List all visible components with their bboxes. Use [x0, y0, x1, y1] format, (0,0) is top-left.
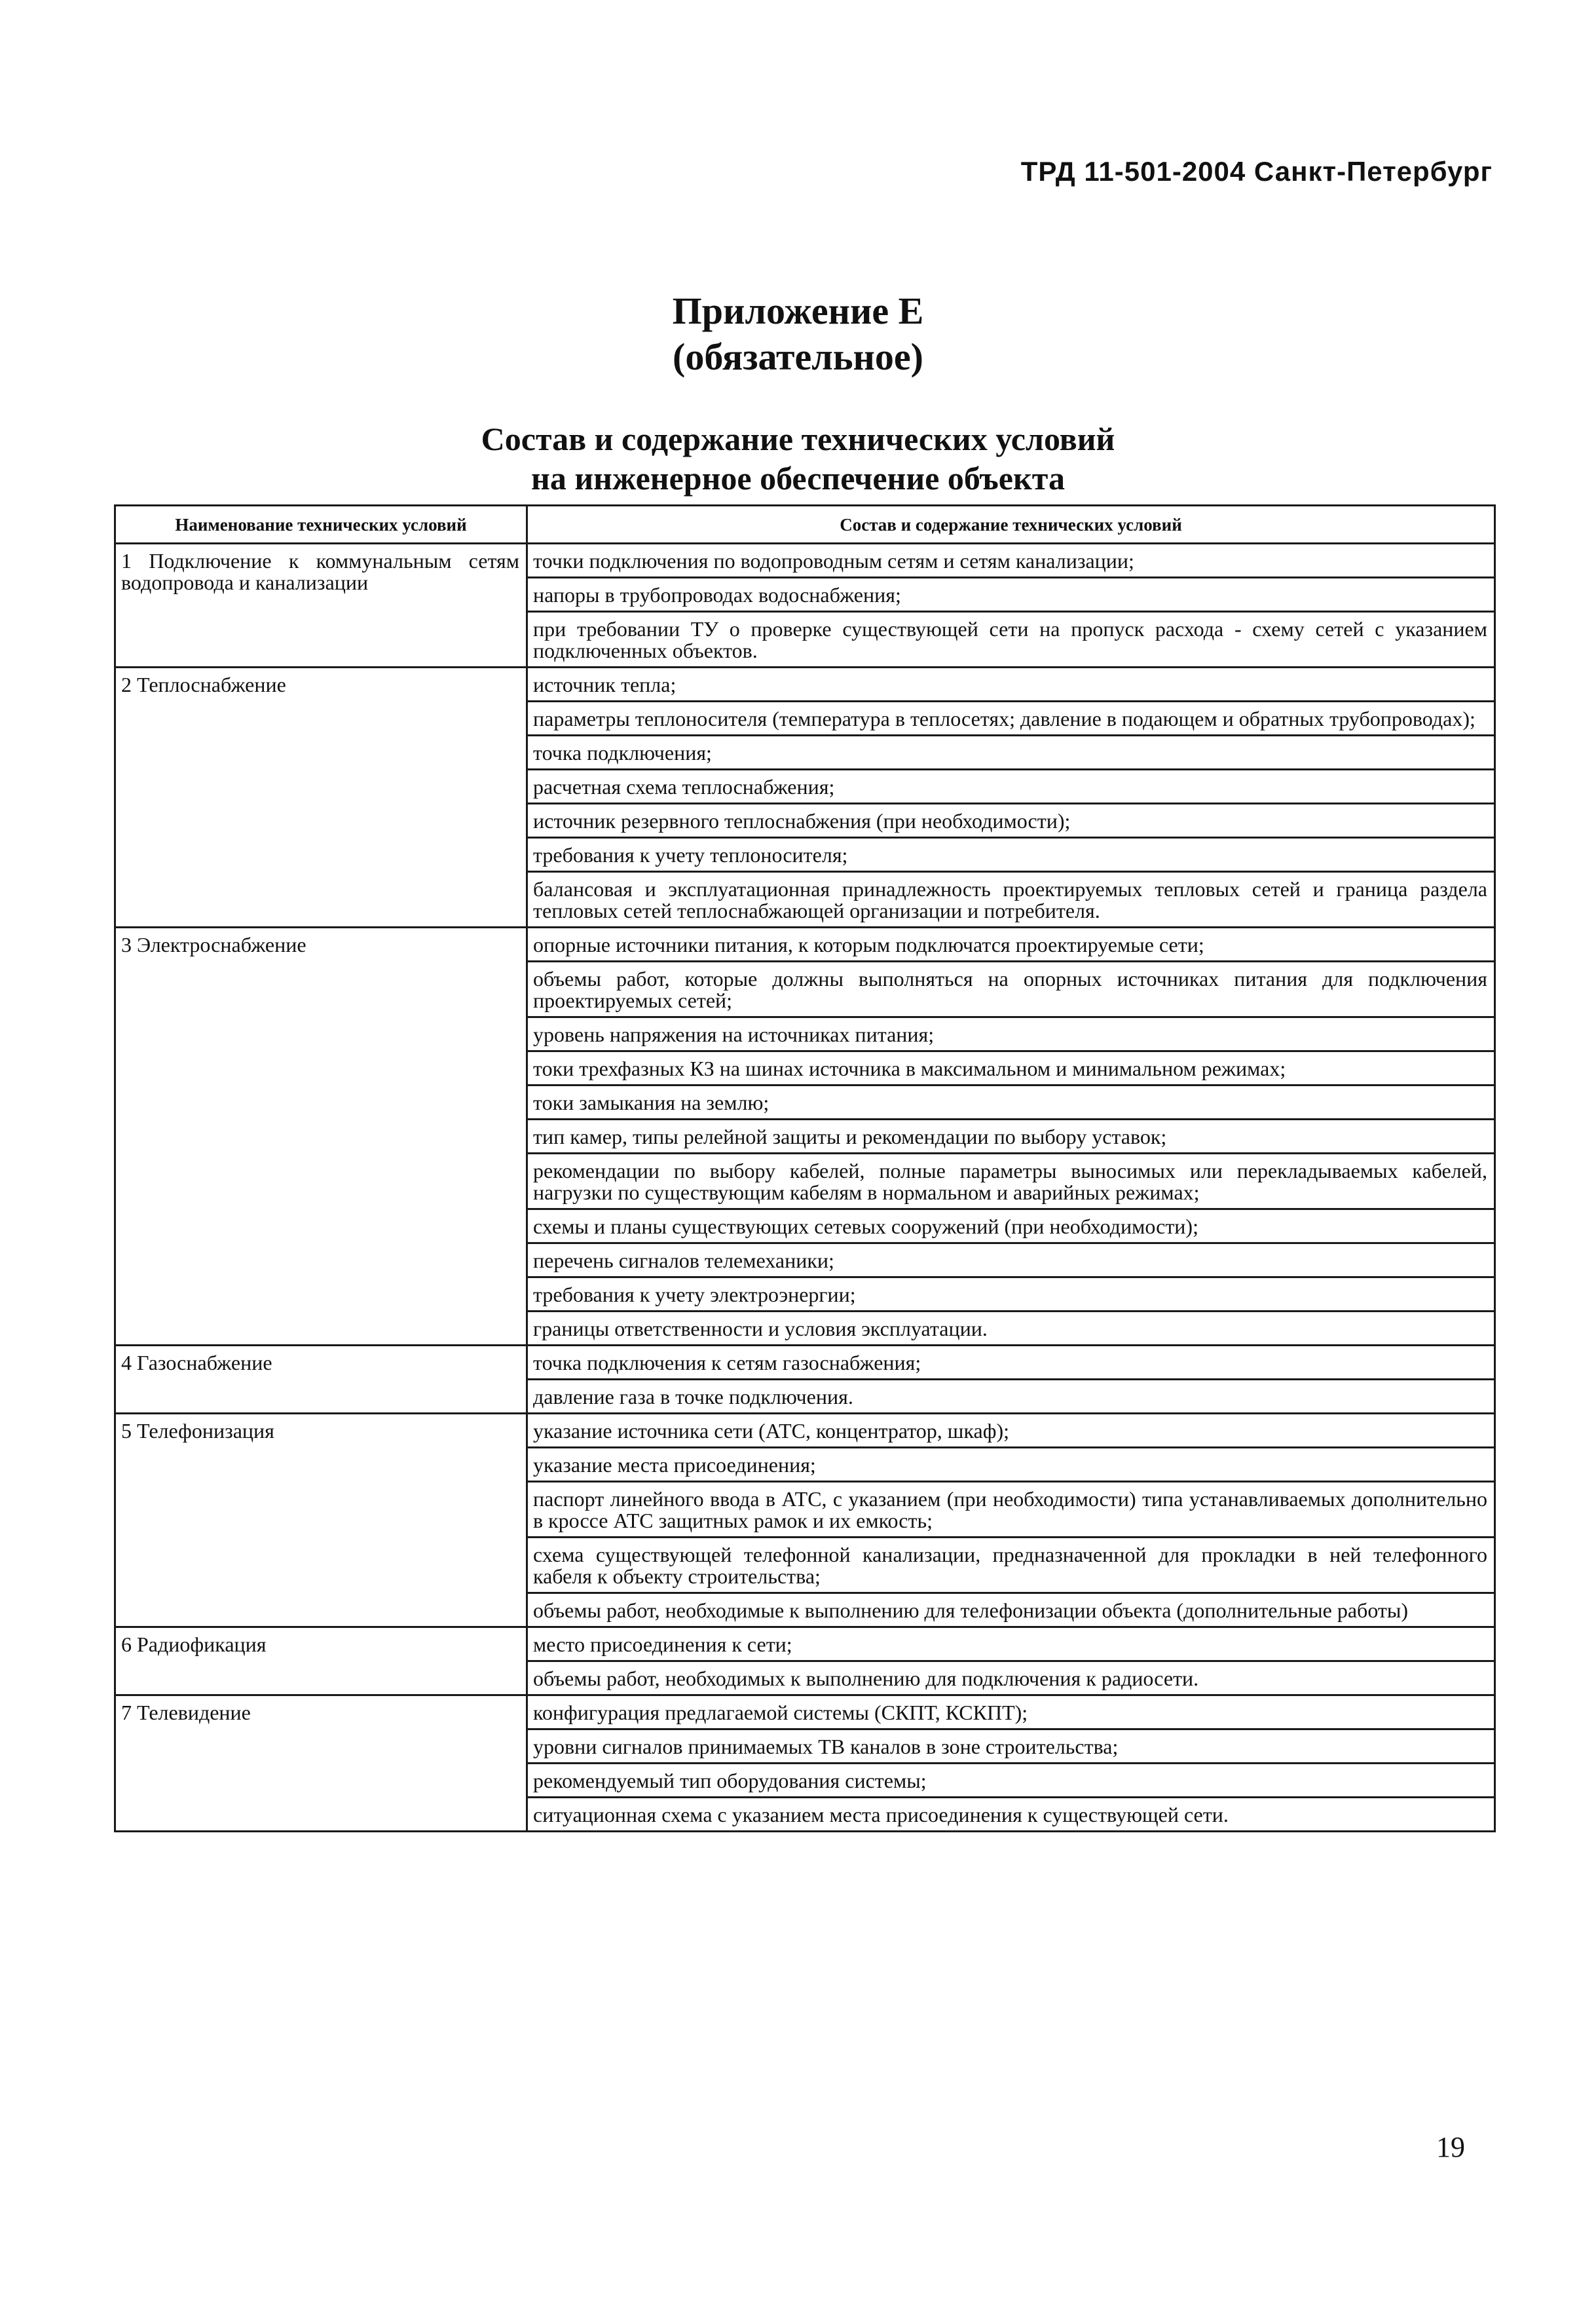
table-row [115, 1414, 1495, 1448]
condition-item: требования к учету электроэнергии; [527, 1277, 1495, 1312]
condition-item: при требовании ТУ о проверке существующей сети на пропуск расхода - схему сетей с указанием подключенных объектов. [527, 612, 1495, 668]
condition-name: 7 Телевидение [115, 1695, 527, 1832]
column-header-content: Состав и содержание технических условий [527, 506, 1495, 544]
condition-item: схемы и планы существующих сетевых сооружений (при необходимости); [527, 1209, 1495, 1243]
condition-item: балансовая и эксплуатационная принадлежность проектируемых тепловых сетей и граница раздела тепловых сетей теплоснабжающей организации и потребителя. [527, 872, 1495, 928]
table-row [115, 1695, 1495, 1729]
condition-item: токи трехфазных КЗ на шинах источника в максимальном и минимальном режимах; [527, 1051, 1495, 1086]
condition-name: 3 Электроснабжение [115, 928, 527, 1346]
condition-item: давление газа в точке подключения. [527, 1380, 1495, 1414]
condition-item: расчетная схема теплоснабжения; [527, 770, 1495, 804]
condition-item: объемы работ, которые должны выполняться на опорных источниках питания для подключения проектируемых сетей; [527, 962, 1495, 1017]
condition-item: источник тепла; [527, 668, 1495, 702]
appendix-title: Приложение Е [672, 290, 924, 332]
section-title-line2: на инженерное обеспечение объекта [531, 460, 1065, 497]
table-row [115, 1627, 1495, 1661]
condition-item: указание источника сети (АТС, концентратор, шкаф); [527, 1414, 1495, 1448]
conditions-table [114, 504, 1496, 1832]
condition-item: уровни сигналов принимаемых ТВ каналов в зоне строительства; [527, 1729, 1495, 1764]
condition-item: уровень напряжения на источниках питания; [527, 1017, 1495, 1051]
table-row [115, 668, 1495, 702]
condition-item: место присоединения к сети; [527, 1627, 1495, 1661]
document-header: ТРД 11-501-2004 Санкт-Петербург [1020, 156, 1493, 187]
condition-name: 6 Радиофикация [115, 1627, 527, 1695]
condition-item: точка подключения; [527, 736, 1495, 770]
condition-item: схема существующей телефонной канализации, предназначенной для прокладки в ней телефонного кабеля к объекту строительства; [527, 1538, 1495, 1593]
condition-item: точки подключения по водопроводным сетям и сетям канализации; [527, 544, 1495, 578]
condition-item: ситуационная схема с указанием места присоединения к существующей сети. [527, 1798, 1495, 1832]
condition-item: паспорт линейного ввода в АТС, с указанием (при необходимости) типа устанавливаемых дополнительно в кроссе АТС защитных рамок и их емкость; [527, 1482, 1495, 1538]
column-header-name: Наименование технических условий [115, 506, 527, 544]
condition-name: 1 Подключение к коммунальным сетям водопровода и канализации [115, 544, 527, 668]
section-title-line1: Состав и содержание технических условий [481, 421, 1115, 457]
condition-item: объемы работ, необходимых к выполнению для подключения к радиосети. [527, 1661, 1495, 1695]
condition-item: рекомендации по выбору кабелей, полные параметры выносимых или перекладываемых кабелей, нагрузки по существующим кабелям в нормальном и аварийных режимах; [527, 1154, 1495, 1209]
condition-item: источник резервного теплоснабжения (при необходимости); [527, 804, 1495, 838]
appendix-status: (обязательное) [673, 335, 923, 378]
condition-name: 2 Теплоснабжение [115, 668, 527, 928]
condition-item: границы ответственности и условия эксплуатации. [527, 1312, 1495, 1346]
condition-item: объемы работ, необходимые к выполнению для телефонизации объекта (дополнительные работы) [527, 1593, 1495, 1627]
table-row [115, 928, 1495, 962]
table-row [115, 544, 1495, 578]
page-number: 19 [1436, 2131, 1465, 2163]
condition-item: конфигурация предлагаемой системы (СКПТ, КСКПТ); [527, 1695, 1495, 1729]
condition-item: требования к учету теплоносителя; [527, 838, 1495, 872]
condition-item: опорные источники питания, к которым подключатся проектируемые сети; [527, 928, 1495, 962]
condition-name: 5 Телефонизация [115, 1414, 527, 1627]
table-row [115, 1346, 1495, 1380]
condition-item: тип камер, типы релейной защиты и рекомендации по выбору уставок; [527, 1120, 1495, 1154]
table-body [115, 544, 1495, 1832]
condition-item: рекомендуемый тип оборудования системы; [527, 1764, 1495, 1798]
title-block [0, 288, 1596, 498]
condition-item: точка подключения к сетям газоснабжения; [527, 1346, 1495, 1380]
condition-item: параметры теплоносителя (температура в теплосетях; давление в подающем и обратных трубопроводах); [527, 702, 1495, 736]
condition-item: напоры в трубопроводах водоснабжения; [527, 578, 1495, 612]
condition-name: 4 Газоснабжение [115, 1346, 527, 1414]
condition-item: указание места присоединения; [527, 1448, 1495, 1482]
condition-item: токи замыкания на землю; [527, 1086, 1495, 1120]
table-header-row [115, 506, 1495, 544]
condition-item: перечень сигналов телемеханики; [527, 1243, 1495, 1277]
